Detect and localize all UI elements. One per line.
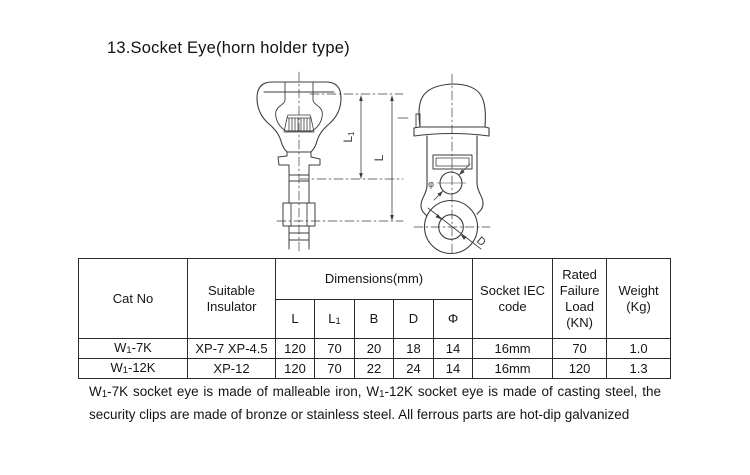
cell-dim-b: 20 [355,339,394,359]
d-callout [428,208,481,249]
dim-label-l1: L1 [341,131,356,143]
col-header-weight: Weight (Kg) [607,259,671,339]
cell-insulator: XP-7 XP-4.5 [188,339,276,359]
cell-load: 120 [553,359,607,379]
col-header-dim-l1: L1 [315,300,355,339]
cell-dim-d: 24 [394,359,434,379]
cell-cat-no: W1-7K [79,339,188,359]
col-header-dim-b: B [355,300,394,339]
material-note: W1-7K socket eye is made of malleable iron, W1-12K socket eye is made of casting steel, the security clips are made of bronze or stainless steel. All ferrous parts are hot-dip galvanized [89,384,661,422]
col-header-socket-iec: Socket IEC code [473,259,553,339]
dimension-l1 [359,95,363,179]
cell-dim-l: 120 [276,359,315,379]
col-header-dim-d: D [394,300,434,339]
col-header-rated-load: Rated Failure Load (KN) [553,259,607,339]
cell-weight: 1.3 [607,359,671,379]
cell-dim-l: 120 [276,339,315,359]
cell-insulator: XP-12 [188,359,276,379]
cell-load: 70 [553,339,607,359]
dimension-l [390,95,394,221]
cell-dim-b: 22 [355,359,394,379]
figure-front-view [257,72,403,252]
col-header-dim-l: L [276,300,315,339]
cell-dim-l1: 70 [315,359,355,379]
cell-dim-phi: 14 [434,359,473,379]
cell-dim-d: 18 [394,339,434,359]
d-label: D [474,234,488,249]
cell-socket: 16mm [473,339,553,359]
figure-side-view [398,74,490,256]
page-title: 13.Socket Eye(horn holder type) [107,39,350,57]
cell-socket: 16mm [473,359,553,379]
col-header-dimensions: Dimensions(mm) [276,259,473,300]
phi-label: φ [428,179,434,189]
dim-label-l: L [372,154,386,162]
cell-cat-no: W1-12K [79,359,188,379]
cell-dim-phi: 14 [434,339,473,359]
cell-weight: 1.0 [607,339,671,359]
col-header-cat-no: Cat No [79,259,188,339]
table-row-w1-12k [79,359,671,379]
spec-table [78,258,671,379]
technical-drawing [230,70,590,265]
table-row-w1-7k [79,339,671,359]
col-header-suitable-insulator: Suitable Insulator [188,259,276,339]
col-header-dim-phi: Φ [434,300,473,339]
cell-dim-l1: 70 [315,339,355,359]
